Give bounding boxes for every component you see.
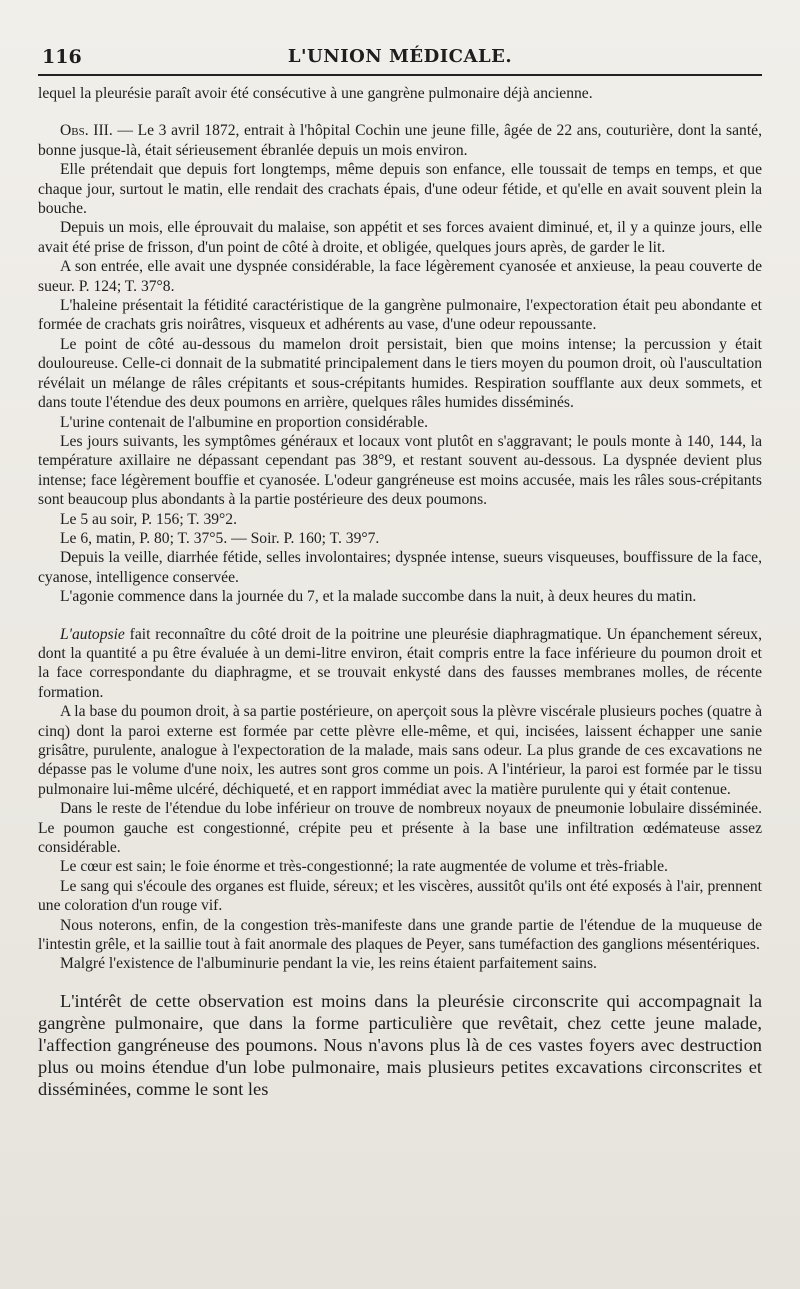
commentary-paragraph: L'intérêt de cette observation est moins dans la pleurésie circonscrite qui accompagnait la gangrène pulmonaire, que dans la forme particulière que revêtait, chez cette jeune malade, l'affection gangréneuse des poumons. Nous n'avons plus là de ces vastes foyers avec destruction plus ou moins étendue d'un lobe pulmonaire, mais plusieurs petites excavations circonscrites et disséminées, comme le sont les: [38, 990, 762, 1099]
page-number: 116: [42, 46, 82, 68]
paragraph-text: fait reconnaître du côté droit de la poitrine une pleurésie diaphragmatique. Un épanchement séreux, dont la quantité a pu être évaluée à un demi-litre environ, était compris entre la face inférieure du poumon droit et la face correspondante du diaphragme, et se trouvait enkysté dans des fausses membranes molles, de récente formation.: [38, 625, 762, 701]
paragraph: Dans le reste de l'étendue du lobe inférieur on trouve de nombreux noyaux de pneumonie lobulaire disséminée. Le poumon gauche est congestionné, crépite peu et présente à la base une infiltration œdémateuse assez considérable.: [38, 800, 762, 857]
paragraph: Depuis un mois, elle éprouvait du malaise, son appétit et ses forces avaient diminué, et, il y a quinze jours, elle avait été prise de frisson, d'un point de côté à droite, et obligée, quelques jours après, de garder le lit.: [38, 219, 762, 256]
paragraph: L'haleine présentait la fétidité caractéristique de la gangrène pulmonaire, l'expectoration était peu abondante et formée de crachats gris noirâtres, visqueux et adhérents au vase, d'une odeur repoussante.: [38, 297, 762, 334]
paragraph: Elle prétendait que depuis fort longtemps, même depuis son enfance, elle toussait de temps en temps, et que chaque jour, surtout le matin, elle rendait des crachats épais, d'une odeur fétide, et qu'elle en avait souvent plein la bouche.: [38, 161, 762, 218]
paragraph: Les jours suivants, les symptômes généraux et locaux vont plutôt en s'aggravant; le pouls monte à 140, 144, la température axillaire ne dépassant cependant pas 38°9, et restant souvent au-dessous. La dyspnée devient plus intense; face légèrement bouffie et cyanosée. L'odeur gangréneuse est moins accusée, mais les râles sous-crépitants sont beaucoup plus abondants à la partie postérieure des deux poumons.: [38, 432, 762, 509]
body-text: [38, 84, 762, 1100]
paragraph: L'agonie commence dans la journée du 7, et la malade succombe dans la nuit, à deux heures du matin.: [60, 588, 697, 606]
header-rule: [38, 74, 762, 76]
paragraph: Le 5 au soir, P. 156; T. 39°2.: [60, 510, 237, 528]
paragraph: A la base du poumon droit, à sa partie postérieure, on aperçoit sous la plèvre viscérale plusieurs poches (quatre à cinq) dont la paroi externe est formée par cette plèvre elle-même, et qui, incisées, laissent échapper une sanie grisâtre, purulente, analogue à l'expectoration de la malade, mais sans odeur. La plus grande de ces excavations ne dépasse pas le volume d'une noix, les autres sont gros comme un pois. A l'intérieur, la paroi est formée par le tissu pulmonaire lui-même ulcéré, déchiqueté, et en rapport immédiat avec la matière purulente qui y était contenue.: [38, 703, 762, 798]
paragraph: L'urine contenait de l'albumine en proportion considérable.: [60, 413, 429, 431]
page-header: [38, 40, 762, 70]
autopsy-label: L'autopsie: [60, 625, 125, 643]
paragraph: Le 6, matin, P. 80; T. 37°5. — Soir. P. 160; T. 39°7.: [60, 529, 380, 547]
observation-paragraph: [38, 121, 762, 160]
observation-label: Obs. III. —: [60, 122, 133, 140]
paragraph: Le cœur est sain; le foie énorme et très-congestionné; la rate augmentée de volume et très-friable.: [60, 858, 668, 876]
paragraph: lequel la pleurésie paraît avoir été consécutive à une gangrène pulmonaire déjà ancienne.: [38, 85, 593, 102]
paragraph: Depuis la veille, diarrhée fétide, selles involontaires; dyspnée intense, sueurs visqueuses, bouffissure de la face, cyanose, intelligence conservée.: [38, 549, 762, 586]
paragraph: Le point de côté au-dessous du mamelon droit persistait, bien que moins intense; la percussion y était douloureuse. Celle-ci donnait de la submatité principalement dans le tiers moyen du poumon droit, où l'auscultation révélait un mélange de râles crépitants et sous-crépitants humides. Respiration soufflante aux deux sommets, et dans toute l'étendue des deux poumons en arrière, quelques râles humides disséminés.: [38, 335, 762, 412]
autopsy-paragraph: [38, 625, 762, 703]
paragraph: Le sang qui s'écoule des organes est fluide, séreux; et les viscères, aussitôt qu'ils ont été exposés à l'air, prennent une coloration d'un rouge vif.: [38, 877, 762, 915]
paragraph: Malgré l'existence de l'albuminurie pendant la vie, les reins étaient parfaitement sains.: [60, 955, 597, 973]
paragraph-text: Le 3 avril 1872, entrait à l'hôpital Cochin une jeune fille, âgée de 22 ans, couturière, dont la santé, bonne jusque-là, était sérieusement ébranlée depuis un mois environ.: [38, 122, 762, 159]
paragraph: Nous noterons, enfin, de la congestion très-manifeste dans une grande partie de l'étendue de la muqueuse de l'intestin grêle, et la saillie tout à fait anormale des plaques de Peyer, sans tuméfaction des ganglions mésentériques.: [38, 916, 762, 954]
running-title: L'UNION MÉDICALE.: [287, 46, 513, 67]
paragraph: A son entrée, elle avait une dyspnée considérable, la face légèrement cyanosée et anxieuse, la peau couverte de sueur. P. 124; T. 37°8.: [38, 258, 762, 295]
